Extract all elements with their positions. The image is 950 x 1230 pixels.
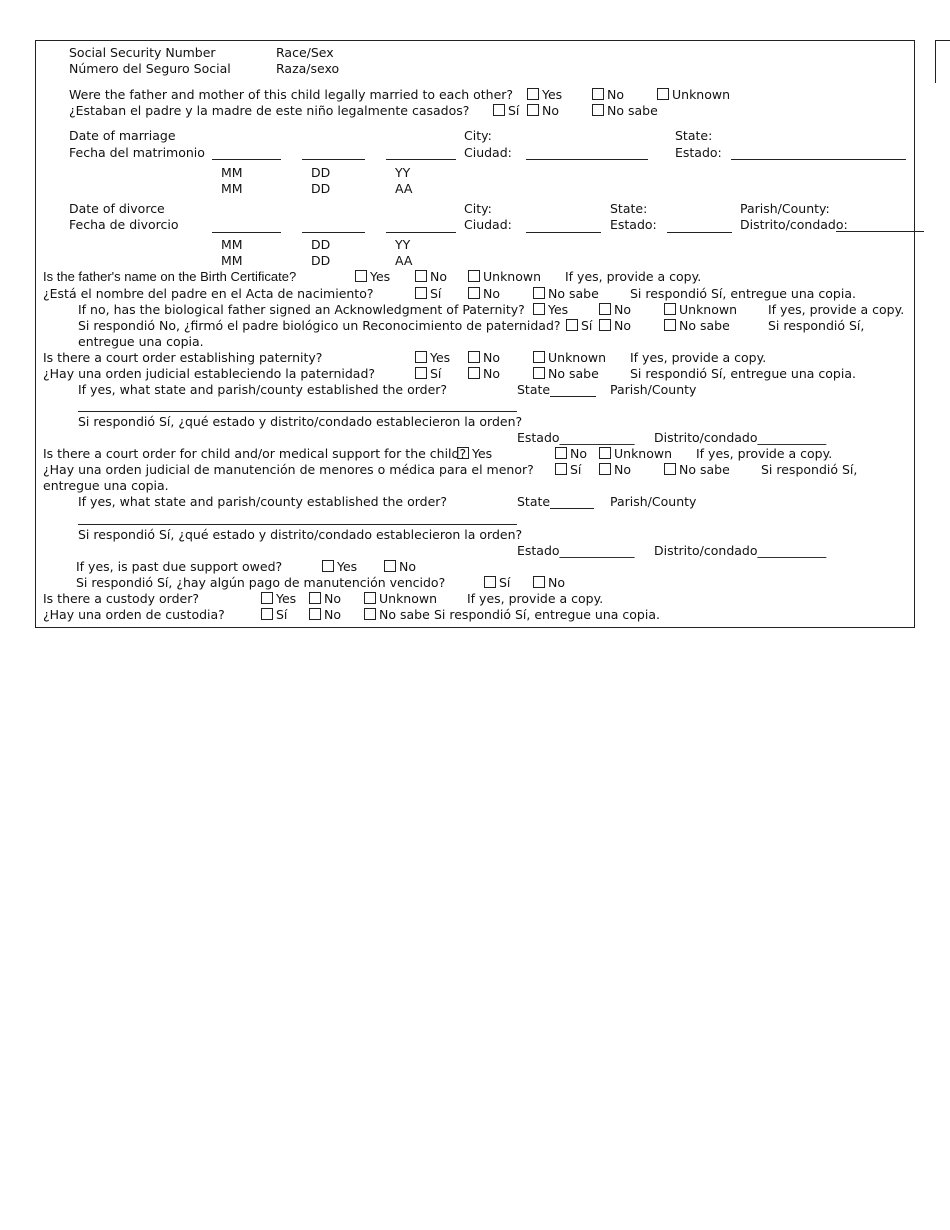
ack-question-en: If no, has the biological father signed an Acknowledgment of Paternity?: [78, 302, 525, 317]
custody-question-es: ¿Hay una orden de custodia?: [43, 607, 225, 622]
race-label-es: Raza/sexo: [276, 61, 340, 76]
custody-yes-checkbox[interactable]: Yes: [261, 591, 296, 606]
divorce-mm-field[interactable]: [212, 232, 281, 233]
support-note-en: If yes, provide a copy.: [696, 446, 833, 461]
paternity-note-en: If yes, provide a copy.: [630, 350, 767, 365]
ack-unknown-checkbox[interactable]: Unknown: [664, 302, 737, 317]
birth-cert-nosabe-checkbox[interactable]: No sabe: [533, 286, 599, 301]
ack-nosabe-checkbox[interactable]: No sabe: [664, 318, 730, 333]
support-note-es-cont: entregue una copia.: [43, 478, 169, 493]
ack-note-es-cont: entregue una copia.: [78, 334, 204, 349]
ack-question-es: Si respondió No, ¿firmó el padre biológico un Reconocimiento de paternidad?: [78, 318, 561, 333]
support-question-es: ¿Hay una orden judicial de manutención de menores o médica para el menor?: [43, 462, 534, 477]
divorce-date-label-es: Fecha de divorcio: [69, 217, 179, 232]
birth-cert-yes-checkbox[interactable]: Yes: [355, 269, 390, 284]
paternity-state-field[interactable]: [550, 396, 596, 397]
race-label-en: Race/Sex: [276, 45, 334, 60]
paternity-si-checkbox[interactable]: Sí: [415, 366, 441, 381]
divorce-aa-label: AA: [395, 253, 413, 268]
custody-note-es: Si respondió Sí, entregue una copia.: [434, 607, 660, 622]
divorce-dd-label-es: DD: [311, 253, 331, 268]
custody-question-en: Is there a custody order?: [43, 591, 199, 606]
pastdue-si-checkbox[interactable]: Sí: [484, 575, 510, 590]
marriage-yy-field[interactable]: [386, 159, 456, 160]
marriage-dd-label: DD: [311, 165, 331, 180]
divorce-parish-field[interactable]: [836, 231, 924, 232]
support-si-checkbox[interactable]: Sí: [555, 462, 581, 477]
ssn-label-en: Social Security Number: [69, 45, 216, 60]
paternity-distrito-field[interactable]: Distrito/condado___________: [654, 430, 827, 445]
ack-no-es-checkbox[interactable]: No: [599, 318, 631, 333]
divorce-dd-field[interactable]: [302, 232, 365, 233]
pastdue-no-checkbox[interactable]: No: [384, 559, 416, 574]
ack-note-es: Si respondió Sí,: [768, 318, 865, 333]
married-no-checkbox[interactable]: No: [592, 87, 624, 102]
support-state-label: State: [517, 494, 551, 509]
pastdue-yes-checkbox[interactable]: Yes: [322, 559, 357, 574]
divorce-parish-label-en: Parish/County:: [740, 201, 830, 216]
marriage-mm-field[interactable]: [212, 159, 281, 160]
marriage-yy-label: YY: [395, 165, 411, 180]
paternity-no-checkbox[interactable]: No: [468, 350, 500, 365]
marriage-state-label-en: State:: [675, 128, 713, 143]
birth-cert-note-en: If yes, provide a copy.: [565, 269, 702, 284]
marriage-dd-label-es: DD: [311, 181, 331, 196]
pastdue-question-en: If yes, is past due support owed?: [76, 559, 283, 574]
support-no-checkbox[interactable]: No: [555, 446, 587, 461]
paternity-nosabe-checkbox[interactable]: No sabe: [533, 366, 599, 381]
married-question-en: Were the father and mother of this child legally married to each other?: [69, 87, 514, 102]
birth-cert-si-checkbox[interactable]: Sí: [415, 286, 441, 301]
custody-no-es-checkbox[interactable]: No: [309, 607, 341, 622]
support-estado-field[interactable]: Estado____________: [517, 543, 635, 558]
ack-no-checkbox[interactable]: No: [599, 302, 631, 317]
paternity-unknown-checkbox[interactable]: Unknown: [533, 350, 606, 365]
custody-note-en: If yes, provide a copy.: [467, 591, 604, 606]
paternity-where-es: Si respondió Sí, ¿qué estado y distrito/condado establecieron la orden?: [78, 414, 523, 429]
marriage-city-label-es: Ciudad:: [464, 145, 512, 160]
custody-unknown-checkbox[interactable]: Unknown: [364, 591, 437, 606]
birth-cert-unknown-checkbox[interactable]: Unknown: [468, 269, 541, 284]
divorce-city-label-es: Ciudad:: [464, 217, 512, 232]
support-distrito-field[interactable]: Distrito/condado___________: [654, 543, 827, 558]
paternity-where-en: If yes, what state and parish/county established the order?: [78, 382, 448, 397]
paternity-no-es-checkbox[interactable]: No: [468, 366, 500, 381]
custody-si-checkbox[interactable]: Sí: [261, 607, 287, 622]
divorce-city-label-en: City:: [464, 201, 492, 216]
married-no-es-checkbox[interactable]: No: [527, 103, 559, 118]
support-where-es: Si respondió Sí, ¿qué estado y distrito/condado establecieron la orden?: [78, 527, 523, 542]
marriage-state-field[interactable]: [731, 159, 906, 160]
married-nosabe-checkbox[interactable]: No sabe: [592, 103, 658, 118]
custody-no-checkbox[interactable]: No: [309, 591, 341, 606]
marriage-mm-label-es: MM: [221, 181, 243, 196]
support-unknown-checkbox[interactable]: Unknown: [599, 446, 672, 461]
paternity-question-en: Is there a court order establishing paternity?: [43, 350, 323, 365]
ack-yes-checkbox[interactable]: Yes: [533, 302, 568, 317]
support-note-es: Si respondió Sí,: [761, 462, 858, 477]
paternity-note-es: Si respondió Sí, entregue una copia.: [630, 366, 856, 381]
marriage-date-label-en: Date of marriage: [69, 128, 176, 143]
marriage-dd-field[interactable]: [302, 159, 365, 160]
ack-si-checkbox[interactable]: Sí: [566, 318, 592, 333]
ssn-label-es: Número del Seguro Social: [69, 61, 231, 76]
birth-cert-no-es-checkbox[interactable]: No: [468, 286, 500, 301]
ack-note-en: If yes, provide a copy.: [768, 302, 905, 317]
marriage-mm-label: MM: [221, 165, 243, 180]
support-state-field[interactable]: [550, 508, 594, 509]
divorce-state-label-en: State:: [610, 201, 648, 216]
divorce-date-label-en: Date of divorce: [69, 201, 165, 216]
birth-cert-question-en: Is the father's name on the Birth Certificate?: [43, 269, 297, 284]
married-question-es: ¿Estaban el padre y la madre de este niño legalmente casados?: [69, 103, 470, 118]
support-parish-label: Parish/County: [610, 494, 697, 509]
paternity-estado-field[interactable]: Estado____________: [517, 430, 635, 445]
birth-cert-no-checkbox[interactable]: No: [415, 269, 447, 284]
paternity-parish-label: Parish/County: [610, 382, 697, 397]
support-nosabe-checkbox[interactable]: No sabe: [664, 462, 730, 477]
pastdue-question-es: Si respondió Sí, ¿hay algún pago de manutención vencido?: [76, 575, 446, 590]
divorce-yy-field[interactable]: [386, 232, 456, 233]
divorce-state-label-es: Estado:: [610, 217, 657, 232]
support-where-en: If yes, what state and parish/county established the order?: [78, 494, 448, 509]
divorce-parish-label-es: Distrito/condado:: [740, 217, 848, 232]
support-yes-checkbox[interactable]: Yes: [457, 446, 492, 461]
support-no-es-checkbox[interactable]: No: [599, 462, 631, 477]
marriage-date-label-es: Fecha del matrimonio: [69, 145, 205, 160]
birth-cert-question-es: ¿Está el nombre del padre en el Acta de nacimiento?: [43, 286, 374, 301]
birth-cert-note-es: Si respondió Sí, entregue una copia.: [630, 286, 856, 301]
divorce-mm-label-es: MM: [221, 253, 243, 268]
divorce-state-field[interactable]: [667, 232, 732, 233]
divorce-city-field[interactable]: [526, 232, 601, 233]
divorce-mm-label: MM: [221, 237, 243, 252]
paternity-state-label: State: [517, 382, 551, 397]
marriage-city-label-en: City:: [464, 128, 492, 143]
married-unknown-checkbox[interactable]: Unknown: [657, 87, 730, 102]
paternity-question-es: ¿Hay una orden judicial estableciendo la paternidad?: [43, 366, 376, 381]
marriage-state-label-es: Estado:: [675, 145, 722, 160]
pastdue-no-es-checkbox[interactable]: No: [533, 575, 565, 590]
page-corner-mark: [935, 40, 950, 83]
married-yes-checkbox[interactable]: Yes: [527, 87, 562, 102]
paternity-where-field[interactable]: [78, 411, 517, 412]
married-si-checkbox[interactable]: Sí: [493, 103, 519, 118]
divorce-dd-label: DD: [311, 237, 331, 252]
custody-nosabe-checkbox[interactable]: No sabe: [364, 607, 430, 622]
marriage-city-field[interactable]: [526, 159, 648, 160]
marriage-aa-label: AA: [395, 181, 413, 196]
divorce-yy-label: YY: [395, 237, 411, 252]
support-question-en: Is there a court order for child and/or medical support for the child?: [43, 446, 467, 461]
support-where-field[interactable]: [78, 524, 517, 525]
paternity-yes-checkbox[interactable]: Yes: [415, 350, 450, 365]
